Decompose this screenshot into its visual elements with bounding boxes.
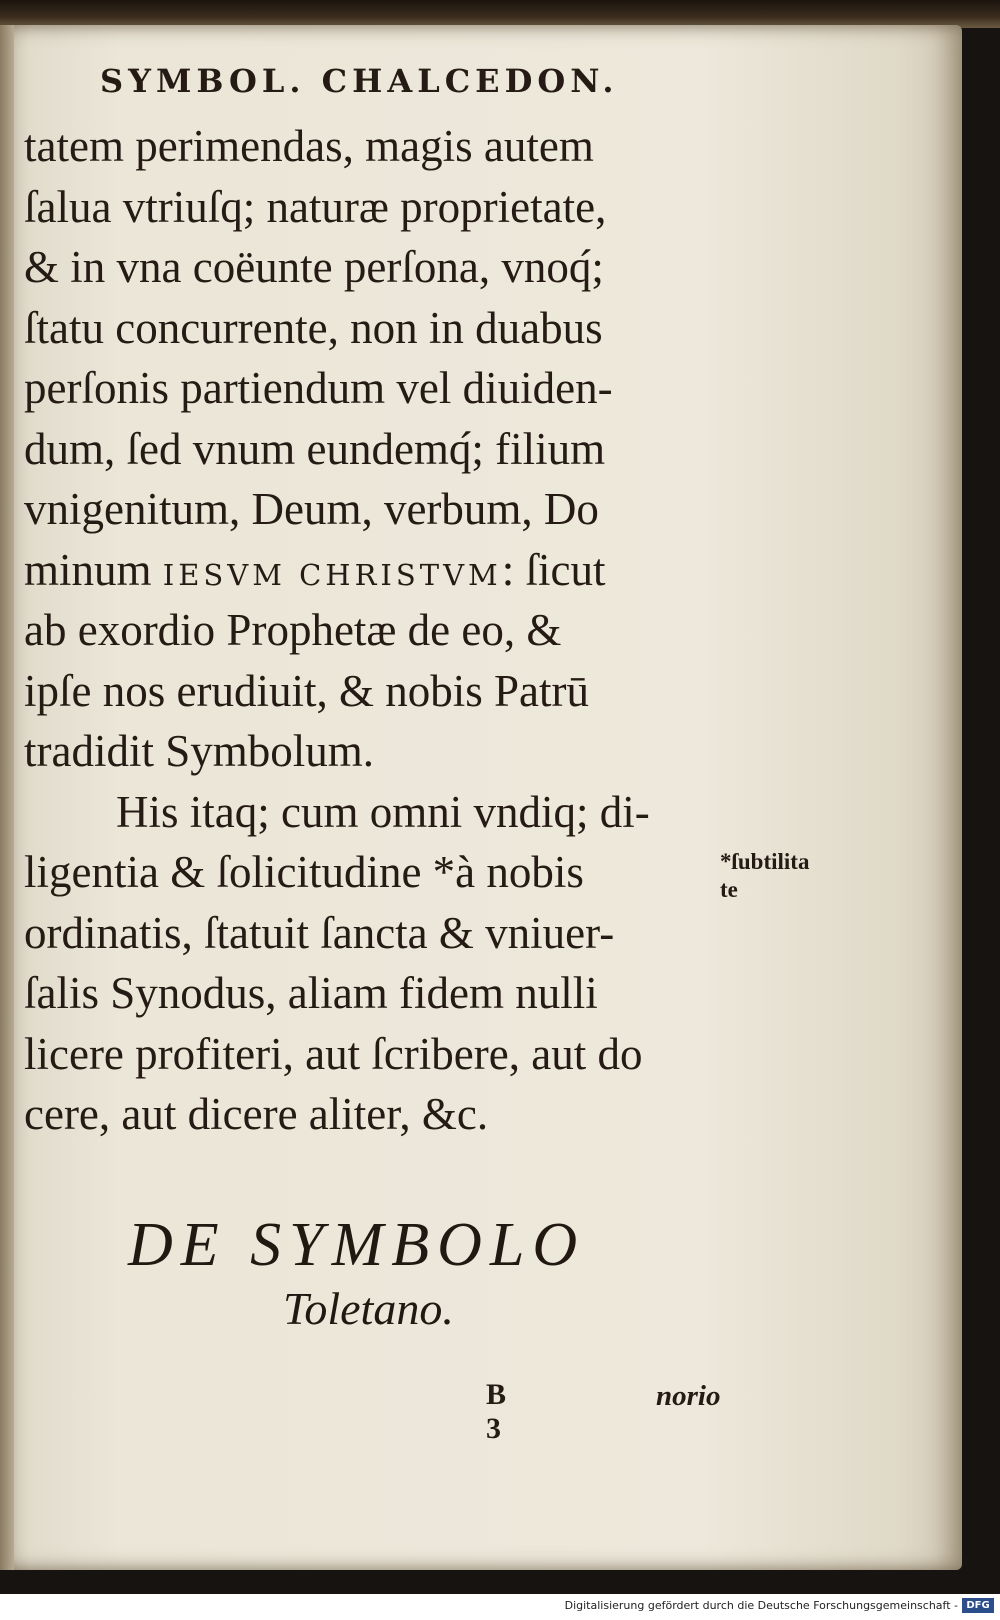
footer-credit: Digitalisierung gefördert durch die Deutsche Forschungsgemeinschaft - [564,1599,958,1612]
text-line: cere, aut dicere aliter, &c. [24,1089,489,1139]
signature-mark: B 3 [486,1378,529,1445]
running-head: SYMBOL. CHALCEDON. [100,62,619,100]
section-subheading: Toletano. [283,1283,454,1334]
text-line: ipſe nos erudiuit, & nobis Patrū [24,665,589,716]
text-line: ligentia & ſolicitudine *à nobis [24,847,584,897]
text-line: vnigenitum, Deum, verbum, Do [24,484,599,534]
text-line: perſonis partiendum vel diuiden- [24,363,613,413]
text-line: dum, ſed vnum eundemq́; filium [24,423,606,474]
text-line: licere profiteri, aut ſcribere, aut do [24,1028,643,1079]
section-heading: DE SYMBOLO [128,1211,586,1279]
text-line: ſalis Synodus, aliam fidem nulli [24,968,598,1018]
smallcaps-name: IESVM CHRISTVM [162,557,502,592]
text-line: ab exordio Prophetæ de eo, & [24,605,562,655]
text-span: : ſicut [501,544,606,595]
body-text [24,116,764,1145]
margin-note-line: te [720,877,738,902]
text-span: minum [24,544,163,595]
text-line: & in vna coëunte perſona, vnoq́; [24,242,604,292]
text-line: ordinatis, ſtatuit ſancta & vniuer- [24,907,615,958]
page-gutter [0,25,14,1570]
paragraph-first-line: His itaq; cum omni vndiq; di- [116,786,650,837]
text-line: ſtatu concurrente, non in duabus [24,302,603,353]
margin-note-line: *ſubtilita [720,849,810,874]
text-line [24,540,764,601]
text-line: tatem perimendas, magis autem [24,121,594,171]
dfg-logo: DFG [962,1598,994,1613]
catchword: norio [656,1380,721,1412]
book-top-edge [0,0,1000,28]
margin-note [720,848,880,904]
text-line: tradidit Symbolum. [24,726,375,776]
text-line: ſalua vtriuſq; naturæ proprietate, [24,181,607,232]
